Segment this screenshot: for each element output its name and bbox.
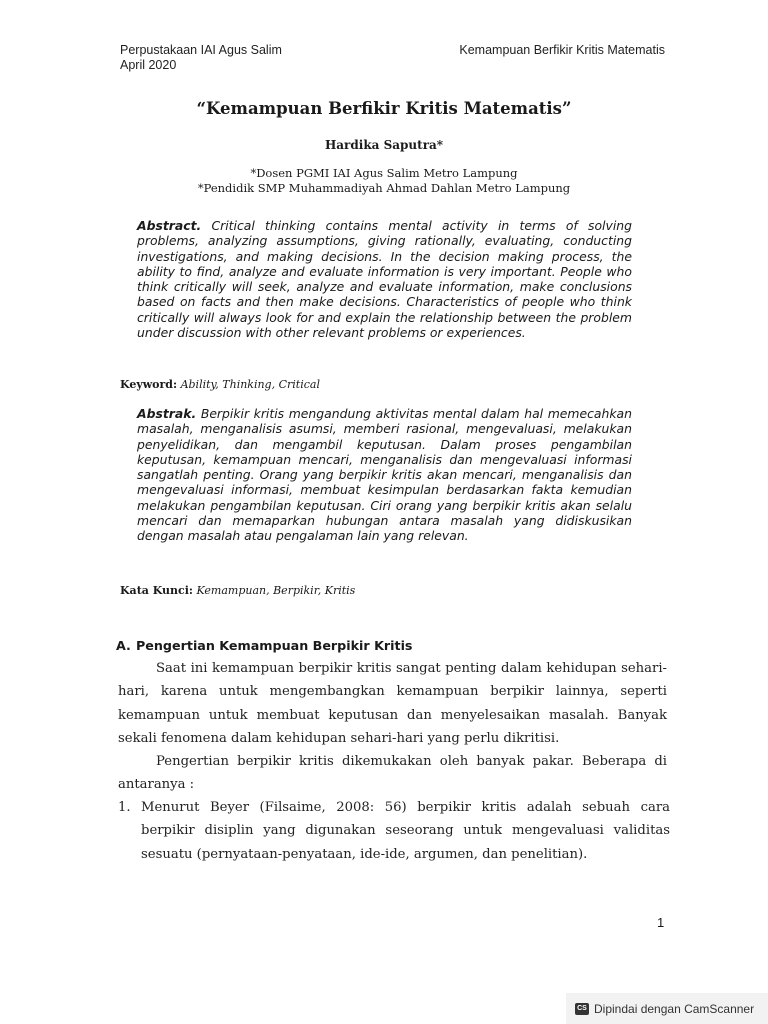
section-heading xyxy=(116,638,412,653)
paragraph: Saat ini kemampuan berpikir kritis sangat penting dalam kehidupan sehari-hari, karena untuk mengembangkan kemampuan berpikir lainnya, seperti kemampuan untuk membuat keputusan dan menyelesaikan masalah. Banyak sekali fenomena dalam kehidupan sehari-hari yang perlu dikritisi. xyxy=(118,661,667,747)
watermark-text: Dipindai dengan CamScanner xyxy=(594,1001,755,1016)
keywords-indonesian xyxy=(120,584,355,597)
scanner-watermark xyxy=(566,993,768,1024)
author-name: Hardika Saputra* xyxy=(324,138,444,152)
kata-kunci-text: Kemampuan, Berpikir, Kritis xyxy=(196,584,356,597)
kata-kunci-label: Kata Kunci: xyxy=(120,584,193,597)
header-left xyxy=(120,43,282,73)
abstract-english xyxy=(137,218,632,340)
list-item xyxy=(118,796,670,866)
abstrak-label: Abstrak. xyxy=(137,406,197,421)
affiliation-1: *Dosen PGMI IAI Agus Salim Metro Lampung xyxy=(250,166,518,180)
abstract-label: Abstract. xyxy=(137,218,202,233)
abstract-indonesian xyxy=(137,406,632,544)
keywords-english xyxy=(120,378,320,391)
camscanner-icon: CS xyxy=(575,1003,589,1015)
keyword-label: Keyword: xyxy=(120,378,178,391)
library-name: Perpustakaan IAI Agus Salim xyxy=(120,43,282,57)
abstrak-text: Berpikir kritis mengandung aktivitas mental dalam hal memecahkan masalah, menganalisis asumsi, memberi rasional, mengevaluasi, melakukan penyelidikan, dan mengambil keputusan. Dalam proses pengambilan keputusan, kemampuan mencari, menganalisis dan mengevaluasi informasi sangatlah penting. Orang yang berpikir kritis akan mencari, menganalisis dan mengevaluasi informasi, membuat kesimpulan berdasarkan fakta kemudian melakukan pengambilan keputusan. Ciri orang yang berpikir kritis akan selalu mencari dan memaparkan hubungan antara masalah yang didiskusikan dengan masalah atau pengalaman lain yang relevan. xyxy=(137,406,632,544)
affiliation-2: *Pendidik SMP Muhammadiyah Ahmad Dahlan Metro Lampung xyxy=(197,181,571,195)
page-number: 1 xyxy=(657,915,665,930)
paragraph: Pengertian berpikir kritis dikemukakan oleh banyak pakar. Beberapa di antaranya : xyxy=(118,754,667,793)
abstract-text: Critical thinking contains mental activity in terms of solving problems, analyzing assumptions, giving rationally, evaluating, conducting investigations, and making decisions. In the decision making process, the ability to find, analyze and evaluate information is very important. People who think critically will seek, analyze and evaluate information, make conclusions based on facts and then make decisions. Characteristics of people who think critically will always look for and explain the relationship between the problem under discussion with other relevant problems or experiences. xyxy=(137,218,632,341)
section-title: Pengertian Kemampuan Berpikir Kritis xyxy=(136,638,413,653)
header-date: April 2020 xyxy=(120,58,177,72)
keyword-text: Ability, Thinking, Critical xyxy=(180,378,320,391)
list-item-text: Menurut Beyer (Filsaime, 2008: 56) berpikir kritis adalah sebuah cara berpikir disiplin yang digunakan seseorang untuk mengevaluasi validitas sesuatu (pernyataan-penyataan, ide-ide, argumen, dan penelitian). xyxy=(141,800,670,862)
header-running-title: Kemampuan Berfikir Kritis Matematis xyxy=(459,43,665,57)
list-item-number: 1. xyxy=(118,800,131,815)
section-number: A. xyxy=(116,638,131,653)
paper-title: “Kemampuan Berfikir Kritis Matematis” xyxy=(196,99,572,118)
